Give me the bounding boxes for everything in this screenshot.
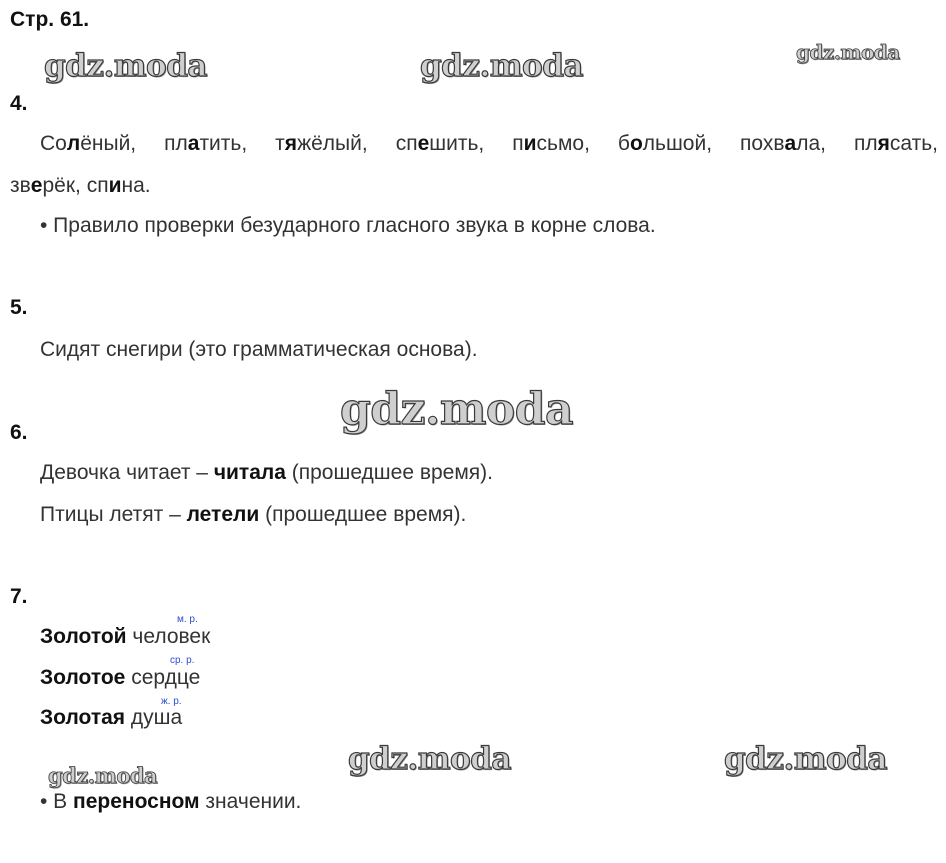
task-number: 6. xyxy=(10,421,28,444)
watermark-logo: gdz.moda xyxy=(348,741,511,777)
word: большой, xyxy=(617,132,713,155)
task-7-conclusion: • В переносном значении. xyxy=(40,790,302,813)
task-4-words-line2 xyxy=(10,174,151,198)
task-number: 7. xyxy=(10,585,28,608)
word: плясать, xyxy=(853,132,938,155)
phrase-noun: человек xyxy=(132,625,211,648)
word: спешить, xyxy=(395,132,485,155)
watermark-logo: gdz.moda xyxy=(340,384,574,435)
phrase-noun: сердце xyxy=(131,666,201,689)
word: письмо, xyxy=(512,132,590,155)
task-number: 5. xyxy=(10,296,28,319)
watermark-logo: gdz.moda xyxy=(724,741,887,777)
phrase-row xyxy=(40,706,182,730)
phrase-adjective: Золотая xyxy=(40,706,126,729)
phrase-adjective: Золотой xyxy=(40,625,127,648)
word: Солёный, xyxy=(40,132,137,155)
gender-note: м. р. xyxy=(177,614,198,625)
phrase-adjective: Золотое xyxy=(40,666,126,689)
word: зверёк, xyxy=(10,174,81,197)
word: тяжёлый, xyxy=(275,132,368,155)
task-6-line2: Птицы летят – летели (прошедшее время). xyxy=(40,503,467,526)
gender-note: ж. р. xyxy=(161,696,182,707)
task-4-rule: • Правило проверки безударного гласного звука в корне слова. xyxy=(40,214,656,237)
watermark-logo: gdz.moda xyxy=(44,48,207,84)
phrase-row xyxy=(40,625,210,649)
task-6-line1: Девочка читает – читала (прошедшее время). xyxy=(40,461,493,484)
word: платить, xyxy=(164,132,248,155)
watermark-logo: gdz.moda xyxy=(796,40,900,64)
word: похвала, xyxy=(740,132,826,155)
watermark-logo: gdz.moda xyxy=(48,763,158,788)
task-5-text: Сидят снегири (это грамматическая основа). xyxy=(40,338,478,361)
page-title: Стр. 61. xyxy=(10,8,90,31)
task-4-words-line1 xyxy=(40,132,938,156)
watermark-logo: gdz.moda xyxy=(420,48,583,84)
phrase-noun: душа xyxy=(130,706,183,729)
word: спина. xyxy=(86,174,151,197)
task-number: 4. xyxy=(10,92,28,115)
gender-note: ср. р. xyxy=(170,655,195,666)
phrase-row xyxy=(40,666,200,690)
